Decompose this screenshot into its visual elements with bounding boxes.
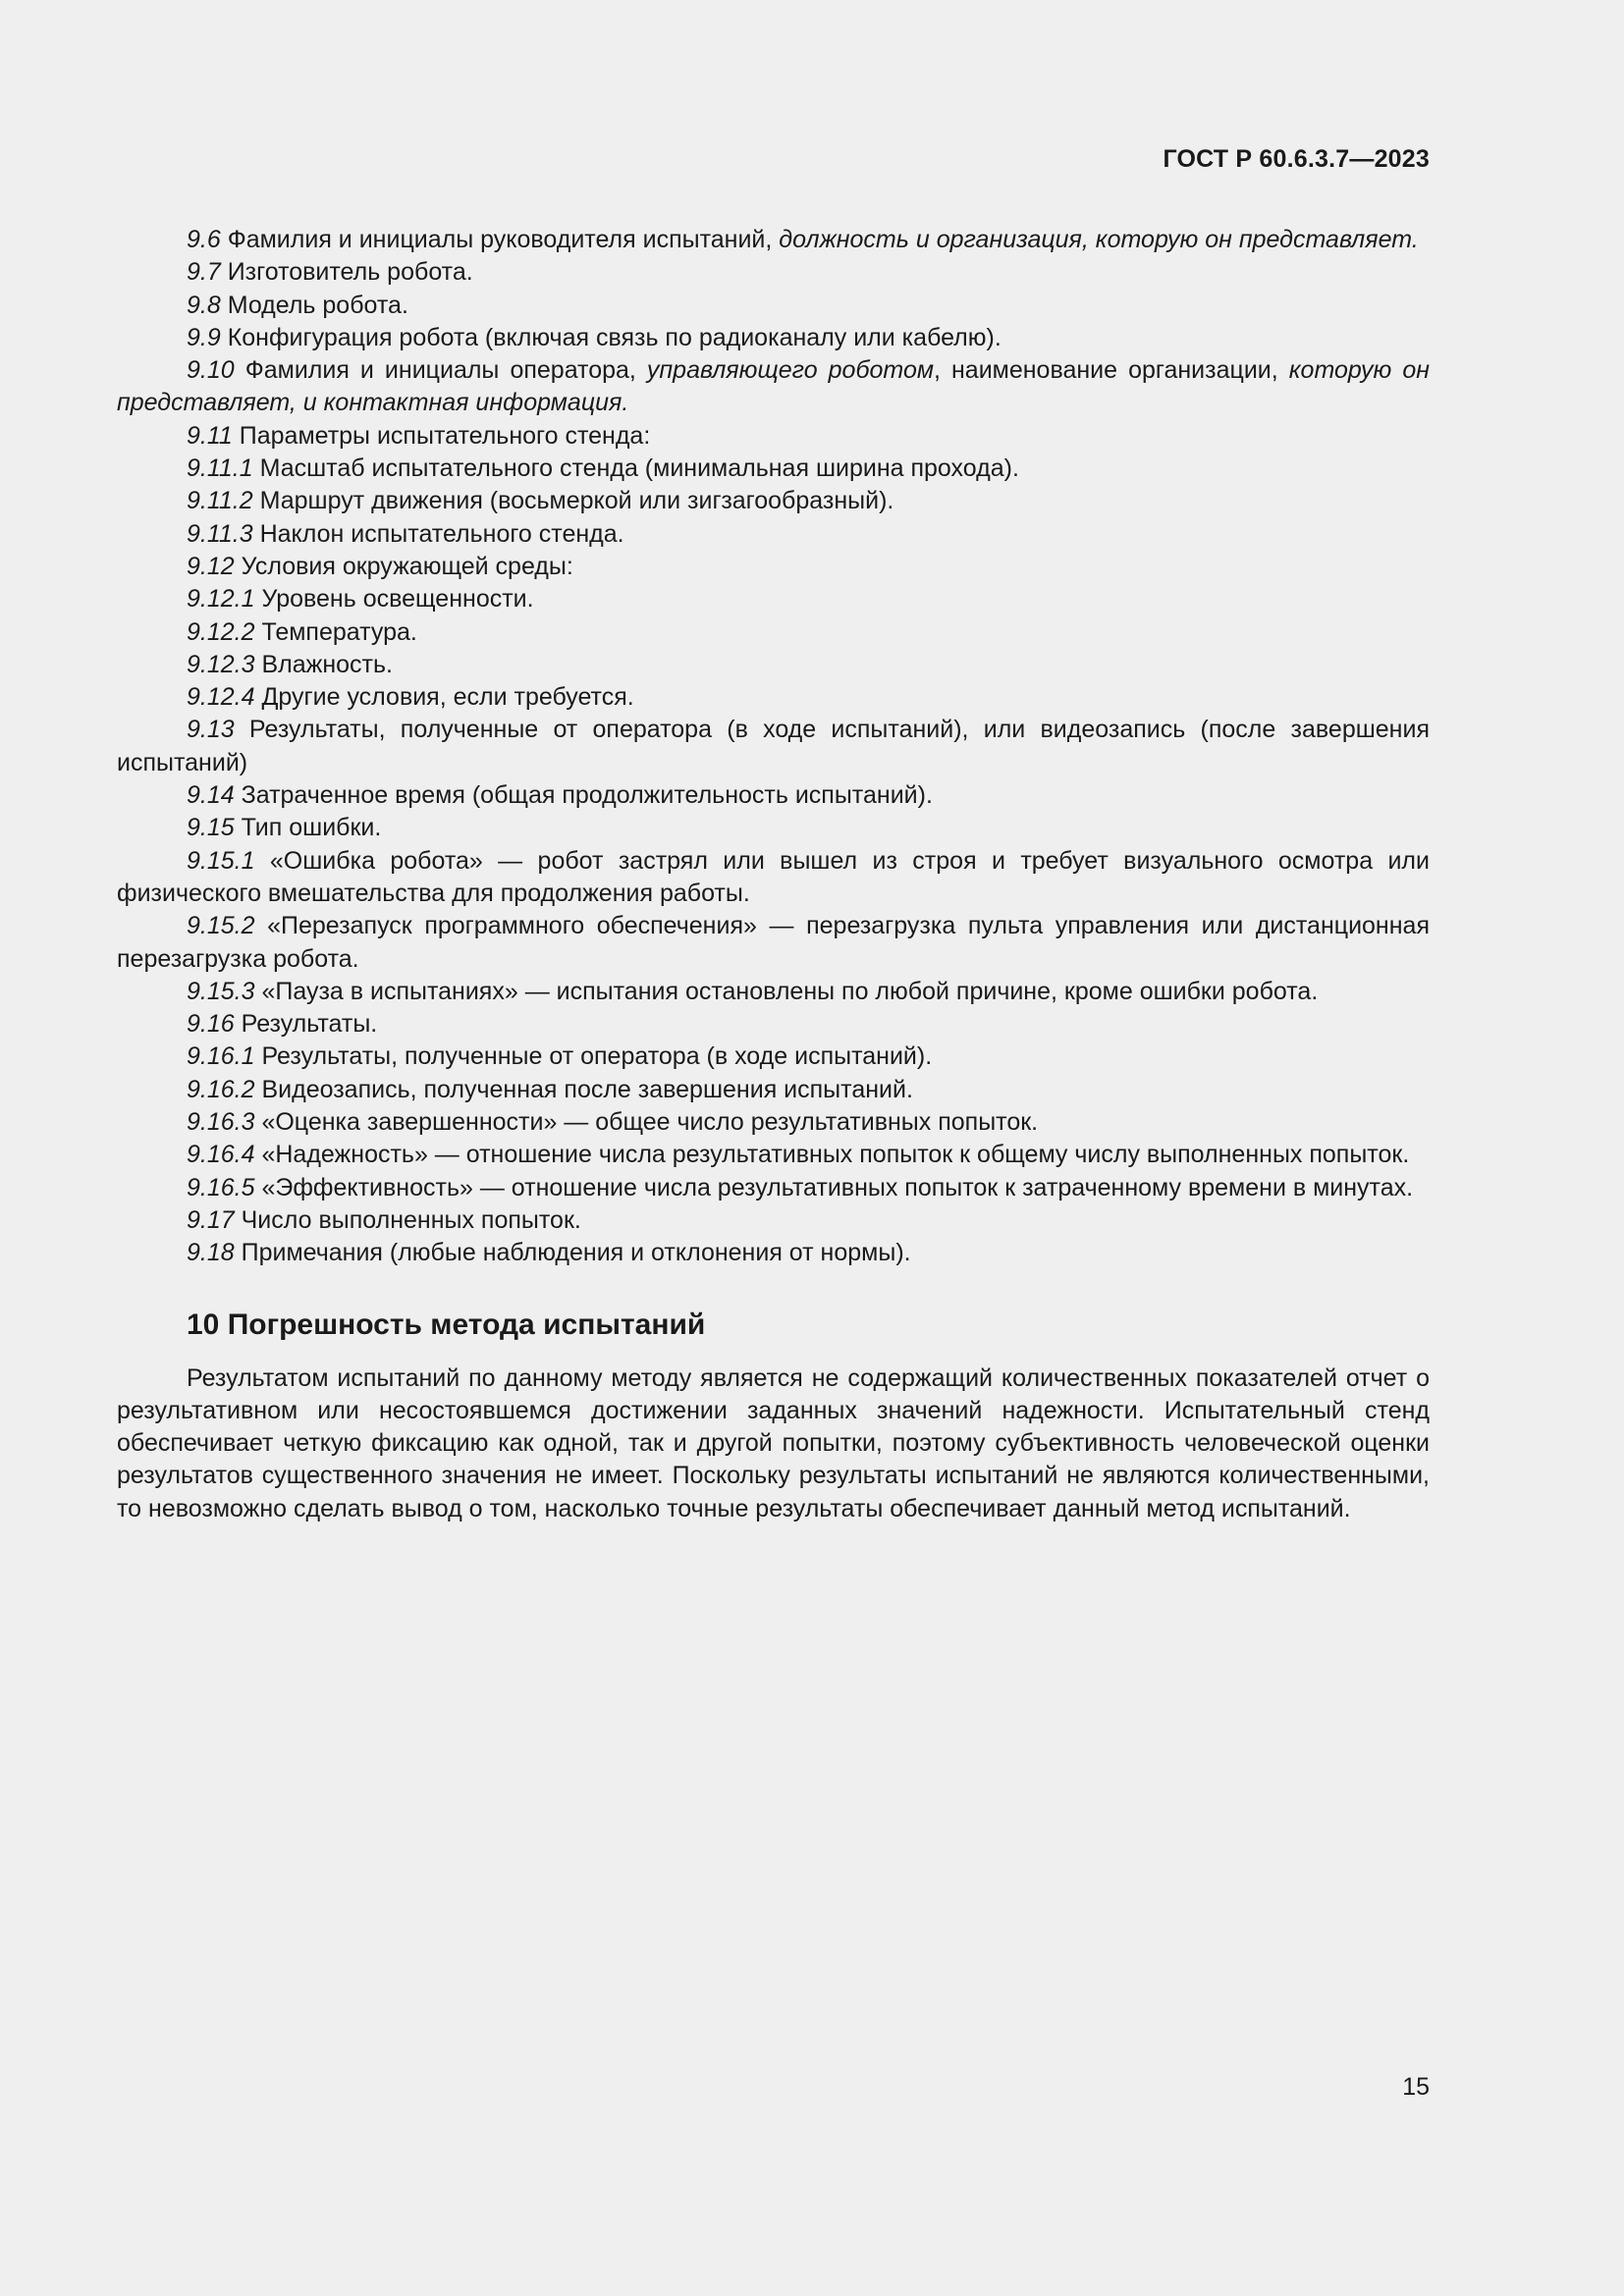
clause-text: Изготовитель робота. (220, 258, 473, 287)
clause-number: 9.11 (187, 421, 233, 450)
clause-item (117, 649, 1430, 681)
clause-text: «Оценка завершенности» — общее число результативных попыток. (254, 1108, 1039, 1137)
clause-number: 9.6 (187, 226, 221, 253)
clause-item (117, 845, 1430, 911)
clause-item (117, 976, 1430, 1008)
clause-item (117, 256, 1430, 289)
clause-text: Другие условия, если требуется. (254, 683, 634, 712)
clause-number: 9.12 (187, 552, 235, 580)
document-header: ГОСТ Р 60.6.3.7—2023 (1163, 145, 1430, 173)
clause-item (117, 1172, 1430, 1204)
clause-item (117, 322, 1430, 354)
clause-number: 9.17 (187, 1205, 235, 1234)
clause-text: «Пауза в испытаниях» — испытания остановлены по любой причине, кроме ошибки робота. (254, 977, 1319, 1005)
clause-list (117, 224, 1430, 1270)
clause-text: Маршрут движения (восьмеркой или зигзагообразный). (252, 487, 894, 515)
clause-number: 9.16.5 (187, 1173, 255, 1201)
clause-number: 9.16.3 (187, 1108, 255, 1137)
clause-number: 9.16.1 (187, 1042, 255, 1071)
clause-number: 9.12.1 (187, 585, 255, 614)
clause-text: Результаты, полученные от оператора (в ходе испытаний). (254, 1042, 933, 1071)
clause-number: 9.12.3 (187, 650, 255, 678)
clause-text: Масштаб испытательного стенда (минимальная ширина прохода). (252, 454, 1019, 483)
clause-number: 9.8 (187, 291, 221, 319)
clause-text: Параметры испытательного стенда: (232, 421, 651, 450)
clause-text: которую он представляет, и контактная информация. (117, 356, 1430, 417)
clause-item (117, 290, 1430, 322)
clause-text: , наименование организации, (934, 356, 1289, 385)
clause-number: 9.7 (187, 258, 221, 287)
clause-text: Модель робота. (220, 291, 408, 319)
page-number: 15 (1402, 2073, 1430, 2101)
clause-item (117, 551, 1430, 583)
clause-item (117, 1008, 1430, 1041)
clause-text: «Надежность» — отношение числа результативных попыток к общему числу выполненных попыток. (254, 1141, 1410, 1169)
clause-text: Условия окружающей среды: (234, 552, 573, 580)
clause-number: 9.15 (187, 814, 235, 842)
clause-item (117, 779, 1430, 812)
clause-number: 9.12.4 (187, 683, 255, 712)
clause-text: управляющего роботом (646, 356, 934, 385)
clause-item (117, 420, 1430, 453)
clause-text: «Эффективность» — отношение числа результативных попыток к затраченному времени в минутах. (254, 1173, 1414, 1201)
clause-text: Конфигурация робота (включая связь по радиоканалу или кабелю). (220, 323, 1001, 351)
clause-item (117, 1204, 1430, 1237)
section-heading: 10 Погрешность метода испытаний (187, 1308, 706, 1341)
clause-number: 9.13 (187, 716, 235, 744)
clause-text: «Ошибка робота» — робот застрял или вышел из строя и требует визуального осмотра или физического вмешательства для продолжения работы. (117, 846, 1430, 907)
clause-item (117, 681, 1430, 714)
clause-item (117, 1237, 1430, 1269)
clause-text: Влажность. (254, 650, 393, 678)
clause-text: Видеозапись, полученная после завершения испытаний. (254, 1075, 913, 1103)
clause-number: 9.9 (187, 323, 221, 351)
clause-text: Тип ошибки. (234, 814, 382, 842)
clause-text: Уровень освещенности. (254, 585, 534, 614)
clause-item (117, 1074, 1430, 1106)
clause-item (117, 714, 1430, 779)
clause-number: 9.15.1 (187, 846, 255, 875)
clause-text: Число выполненных попыток. (234, 1205, 581, 1234)
clause-number: 9.16.4 (187, 1141, 255, 1169)
clause-item (117, 485, 1430, 517)
clause-text: Наклон испытательного стенда. (252, 519, 624, 548)
clause-item (117, 1139, 1430, 1171)
section-paragraph: Результатом испытаний по данному методу является не содержащий количественных показателей отчет о результативном или несостоявшемся достижении заданных значений надежности. Испытательный стенд обеспечивает четкую фиксацию как одной, так и другой попытки, поэтому субъективность человеческой оценки результатов существенного значения не имеет. Поскольку результаты испытаний не являются количественными, то невозможно сделать вывод о том, насколько точные результаты обеспечивает данный метод испытаний. (117, 1363, 1430, 1522)
clause-number: 9.15.2 (187, 912, 255, 940)
clause-text: Результаты, полученные от оператора (в ходе испытаний), или видеозапись (после завершения испытаний) (117, 716, 1430, 776)
clause-item (117, 812, 1430, 844)
clause-text: Результаты. (234, 1010, 378, 1039)
clause-number: 9.16 (187, 1010, 235, 1039)
clause-item (117, 616, 1430, 649)
clause-number: 9.15.3 (187, 977, 255, 1005)
clause-number: 9.14 (187, 781, 235, 810)
clause-item (117, 583, 1430, 615)
clause-number: 9.18 (187, 1239, 235, 1267)
clause-number: 9.12.2 (187, 617, 255, 646)
clause-item (117, 453, 1430, 485)
clause-item (117, 1041, 1430, 1073)
clause-item (117, 1106, 1430, 1139)
clause-item (117, 518, 1430, 551)
clause-text: Фамилия и инициалы оператора, (234, 356, 647, 385)
clause-text: «Перезапуск программного обеспечения» — перезагрузка пульта управления или дистанционная перезагрузка робота. (117, 912, 1430, 973)
clause-number: 9.10 (187, 356, 235, 385)
clause-number: 9.11.3 (187, 519, 253, 548)
clause-item (117, 910, 1430, 976)
clause-number: 9.11.1 (187, 454, 253, 483)
clause-number: 9.11.2 (187, 487, 253, 515)
clause-text: Примечания (любые наблюдения и отклонения от нормы). (234, 1239, 911, 1267)
clause-number: 9.16.2 (187, 1075, 255, 1103)
clause-item (117, 224, 1430, 256)
clause-text: должность и организация, которую он представляет. (779, 226, 1419, 253)
clause-text: Температура. (254, 617, 417, 646)
document-body (117, 224, 1430, 1525)
clause-item (117, 354, 1430, 420)
clause-text: Затраченное время (общая продолжительность испытаний). (234, 781, 933, 810)
clause-text: Фамилия и инициалы руководителя испытаний, (220, 226, 780, 253)
